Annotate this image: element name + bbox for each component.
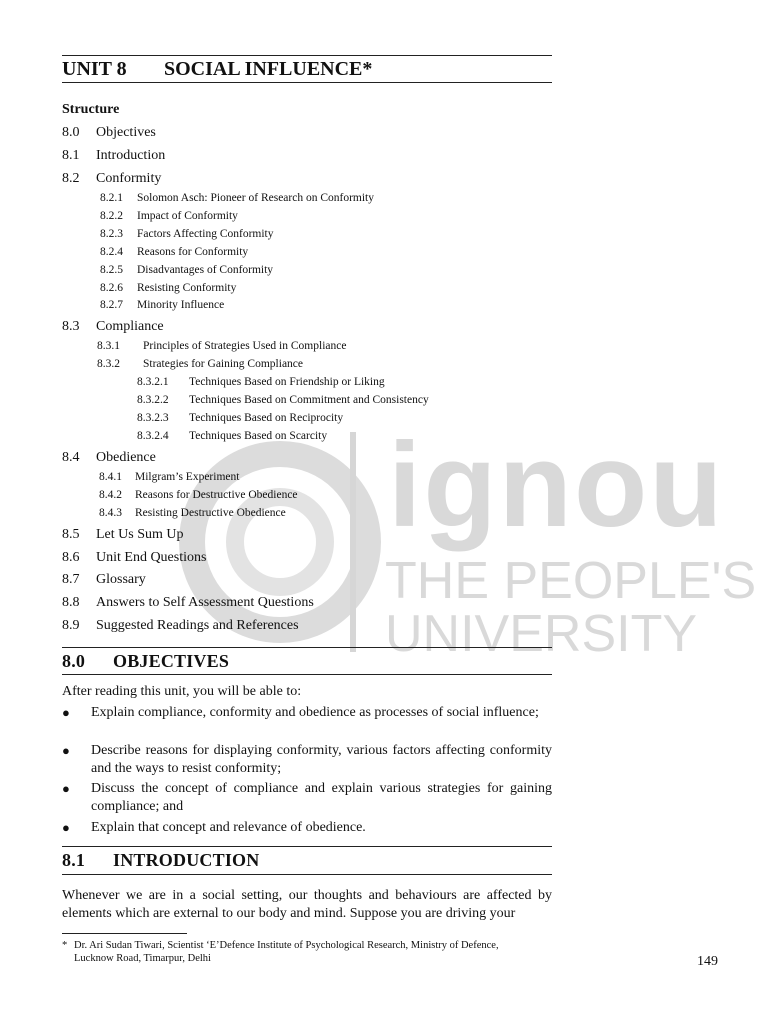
toc-text: Resisting Destructive Obedience	[135, 507, 286, 519]
toc-text: Let Us Sum Up	[96, 527, 184, 542]
toc-number: 8.0	[62, 125, 80, 140]
bullet-text: Discuss the concept of compliance and explain various strategies for gaining compliance; and	[91, 781, 552, 814]
objectives-intro: After reading this unit, you will be able to:	[62, 684, 302, 699]
section-title: OBJECTIVES	[113, 651, 230, 671]
bullet-text: Explain compliance, conformity and obedience as processes of social influence;	[91, 705, 539, 720]
toc-number: 8.2.4	[100, 246, 123, 258]
toc-number: 8.3.2.2	[137, 394, 169, 406]
toc-text: Unit End Questions	[96, 550, 207, 565]
toc-number: 8.4.2	[99, 489, 122, 501]
toc-number: 8.3.2.3	[137, 412, 169, 424]
toc-item	[62, 550, 206, 566]
toc-subitem	[100, 228, 274, 240]
toc-item	[62, 527, 184, 543]
footnote-rule	[62, 933, 187, 934]
toc-text: Conformity	[96, 171, 162, 186]
toc-number: 8.1	[62, 148, 80, 163]
bullet-text: Explain that concept and relevance of obedience.	[91, 820, 366, 835]
toc-item	[62, 618, 299, 634]
unit-title: SOCIAL INFLUENCE*	[164, 58, 373, 80]
toc-number: 8.4.3	[99, 507, 122, 519]
unit-heading	[62, 58, 372, 81]
toc-subitem	[100, 192, 374, 204]
toc-text: Objectives	[96, 125, 156, 140]
toc-text: Factors Affecting Conformity	[137, 228, 274, 240]
toc-number: 8.5	[62, 527, 80, 542]
toc-text: Milgram’s Experiment	[135, 471, 240, 483]
bullet-text: Describe reasons for displaying conformity, various factors affecting conformity and the ways to resist conformity;	[91, 743, 552, 776]
toc-number: 8.6	[62, 550, 80, 565]
toc-text: Principles of Strategies Used in Compliance	[143, 340, 347, 352]
toc-subitem	[100, 299, 224, 311]
toc-number: 8.3.2.4	[137, 430, 169, 442]
toc-number: 8.2.7	[100, 299, 123, 311]
toc-number: 8.7	[62, 572, 80, 587]
toc-item	[62, 148, 165, 164]
toc-number: 8.2.1	[100, 192, 123, 204]
toc-subitem	[99, 471, 239, 483]
unit-number: UNIT 8	[62, 58, 127, 80]
objective-bullet	[62, 704, 552, 740]
toc-subitem	[100, 210, 238, 222]
toc-text: Introduction	[96, 148, 166, 163]
toc-text: Obedience	[96, 450, 156, 465]
toc-text: Techniques Based on Reciprocity	[189, 412, 344, 424]
toc-number: 8.2.5	[100, 264, 123, 276]
watermark-line1: THE PEOPLE'S	[385, 552, 757, 610]
objectives-heading	[62, 651, 229, 672]
toc-text: Suggested Readings and References	[96, 618, 299, 633]
toc-text: Techniques Based on Commitment and Consistency	[189, 394, 429, 406]
toc-item	[62, 572, 146, 588]
toc-text: Disadvantages of Conformity	[137, 264, 274, 276]
toc-text: Techniques Based on Friendship or Liking	[189, 376, 385, 388]
toc-text: Compliance	[96, 319, 164, 334]
toc-subitem	[100, 264, 273, 276]
page-number: 149	[697, 954, 718, 969]
objective-bullet	[62, 780, 552, 816]
bullet-dot-icon: ●	[62, 781, 70, 796]
toc-subitem	[97, 358, 303, 370]
footnote-line2: Lucknow Road, Timarpur, Delhi	[74, 953, 211, 964]
heading-top-rule	[62, 55, 552, 56]
footnote	[62, 939, 499, 965]
toc-item	[62, 450, 156, 466]
objective-bullet	[62, 742, 552, 778]
toc-number: 8.9	[62, 618, 80, 633]
toc-subsubitem	[137, 412, 343, 424]
toc-number: 8.2.3	[100, 228, 123, 240]
toc-text: Reasons for Destructive Obedience	[135, 489, 298, 501]
introduction-bottom-rule	[62, 874, 552, 875]
toc-text: Solomon Asch: Pioneer of Research on Conformity	[137, 192, 374, 204]
toc-item	[62, 595, 314, 611]
toc-number: 8.3.1	[97, 340, 120, 352]
bullet-dot-icon: ●	[62, 820, 70, 835]
toc-subsubitem	[137, 430, 327, 442]
introduction-top-rule	[62, 846, 552, 847]
section-title: INTRODUCTION	[113, 850, 260, 870]
toc-number: 8.2	[62, 171, 80, 186]
toc-subitem	[99, 489, 298, 501]
toc-subsubitem	[137, 394, 429, 406]
toc-number: 8.3	[62, 319, 80, 334]
toc-text: Reasons for Conformity	[137, 246, 249, 258]
toc-subsubitem	[137, 376, 385, 388]
toc-subitem	[99, 507, 286, 519]
toc-number: 8.4.1	[99, 471, 122, 483]
toc-item	[62, 319, 164, 335]
toc-number: 8.4	[62, 450, 80, 465]
toc-text: Glossary	[96, 572, 146, 587]
toc-text: Minority Influence	[137, 299, 225, 311]
toc-subitem	[100, 282, 236, 294]
toc-text: Techniques Based on Scarcity	[189, 430, 328, 442]
toc-number: 8.2.6	[100, 282, 123, 294]
toc-text: Resisting Conformity	[137, 282, 237, 294]
section-number: 8.1	[62, 850, 86, 870]
footnote-mark: *	[62, 940, 68, 951]
toc-subitem	[100, 246, 248, 258]
objectives-bottom-rule	[62, 674, 552, 675]
heading-bottom-rule	[62, 82, 552, 83]
toc-number: 8.3.2.1	[137, 376, 169, 388]
toc-text: Strategies for Gaining Compliance	[143, 358, 304, 370]
structure-label: Structure	[62, 102, 120, 117]
watermark-line2: UNIVERSITY	[385, 605, 698, 663]
objectives-top-rule	[62, 647, 552, 648]
bullet-dot-icon: ●	[62, 705, 70, 720]
introduction-heading	[62, 850, 259, 871]
section-number: 8.0	[62, 651, 86, 671]
introduction-paragraph: Whenever we are in a social setting, our thoughts and behaviours are affected by elements which are external to our body and mind. Suppose you are driving your	[62, 888, 552, 921]
toc-number: 8.3.2	[97, 358, 120, 370]
bullet-dot-icon: ●	[62, 743, 70, 758]
footnote-line1: Dr. Ari Sudan Tiwari, Scientist ‘E’Defence Institute of Psychological Research, Ministry of Defence,	[74, 940, 499, 951]
toc-number: 8.2.2	[100, 210, 123, 222]
toc-text: Answers to Self Assessment Questions	[96, 595, 314, 610]
objective-bullet	[62, 819, 552, 837]
toc-item	[62, 171, 161, 187]
toc-text: Impact of Conformity	[137, 210, 238, 222]
toc-subitem	[97, 340, 346, 352]
toc-item	[62, 125, 156, 141]
toc-number: 8.8	[62, 595, 80, 610]
watermark-brand: ignou	[388, 418, 725, 552]
